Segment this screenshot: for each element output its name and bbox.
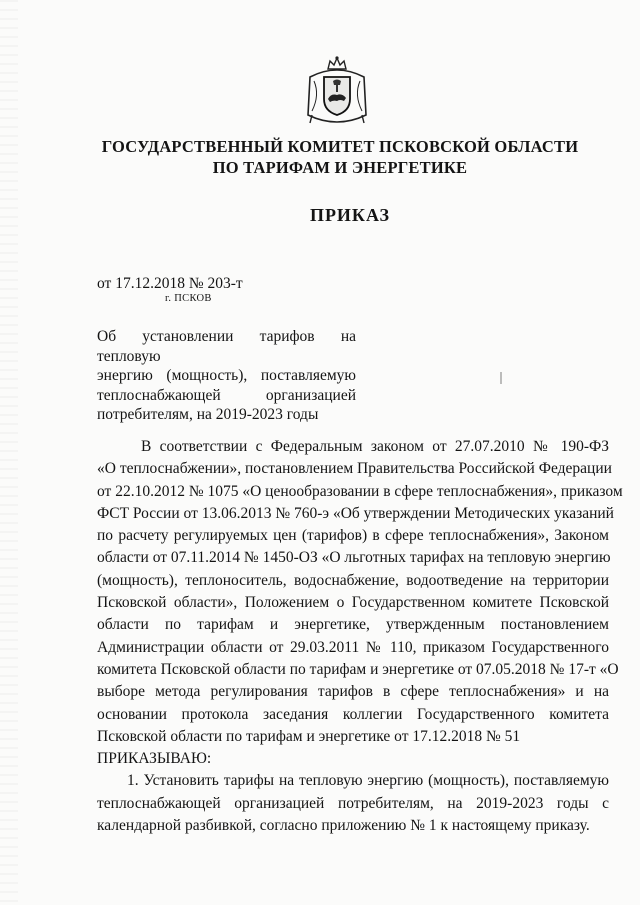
scan-edge-noise: [0, 0, 18, 905]
body-line: основании протокола заседания коллегии Государственного комитета: [97, 705, 609, 723]
body-line: (мощность), теплоноситель, водоснабжение, водоотведение на территории: [97, 571, 609, 589]
order-directive: ПРИКАЗЫВАЮ:: [97, 750, 212, 768]
order-item-1-line: 1. Установить тарифы на тепловую энергию (мощность), поставляемую: [127, 772, 609, 790]
body-line: Псковской области по тарифам и энергетике от 17.12.2018 № 51: [97, 727, 521, 745]
body-line: ФСТ России от 13.06.2013 № 760-э «Об утверждении Методических указаний: [97, 504, 614, 522]
scan-mark: [500, 372, 502, 384]
order-item-1-line: теплоснабжающей организацией потребителям, на 2019-2023 годы с: [97, 794, 609, 812]
pskov-coat-of-arms-icon: [300, 55, 374, 127]
order-title: ПРИКАЗ: [309, 205, 391, 225]
subject-line: теплоснабжающей организацией: [97, 386, 356, 404]
body-line: комитета Псковской области по тарифам и энергетике от 07.05.2018 № 17-т «О: [97, 660, 619, 678]
subject-line: энергию (мощность), поставляемую: [97, 367, 356, 384]
body-line: области от 07.11.2014 № 1450-ОЗ «О льготных тарифах на тепловую энергию: [97, 549, 611, 567]
body-line: Псковской области», Положением о Государственном комитете Псковской: [97, 594, 609, 612]
order-date-number: от 17.12.2018 № 203-т: [97, 275, 243, 292]
body-line: выборе метода регулирования тарифов в сфере теплоснабжения» и на: [97, 683, 609, 701]
subject-line: потребителям, на 2019-2023 годы: [97, 406, 319, 423]
order-subject: [97, 327, 356, 425]
order-body: [97, 436, 623, 837]
body-line: от 22.10.2012 № 1075 «О ценообразовании в сфере теплоснабжения», приказом: [97, 482, 623, 500]
committee-line-2: ПО ТАРИФАМ И ЭНЕРГЕТИКЕ: [212, 158, 468, 177]
body-line: Администрации области от 29.03.2011 № 110, приказом Государственного: [97, 638, 609, 656]
subject-line: Об установлении тарифов на тепловую: [97, 328, 356, 365]
body-line: «О теплоснабжении», постановлением Правительства Российской Федерации: [97, 460, 612, 478]
committee-line-1: ГОСУДАРСТВЕННЫЙ КОМИТЕТ ПСКОВСКОЙ ОБЛАСТИ: [101, 137, 579, 156]
order-item-1-line: календарной разбивкой, согласно приложению № 1 к настоящему приказу.: [97, 817, 590, 835]
committee-name: [60, 136, 620, 178]
body-line: В соответствии с Федеральным законом от 27.07.2010 № 190-ФЗ: [141, 438, 609, 455]
body-line: по расчету регулируемых цен (тарифов) в сфере теплоснабжения», Законом: [97, 527, 609, 545]
order-city: г. ПСКОВ: [165, 293, 212, 304]
body-line: области по тарифам и энергетике, утвержденным постановлением: [97, 616, 609, 634]
